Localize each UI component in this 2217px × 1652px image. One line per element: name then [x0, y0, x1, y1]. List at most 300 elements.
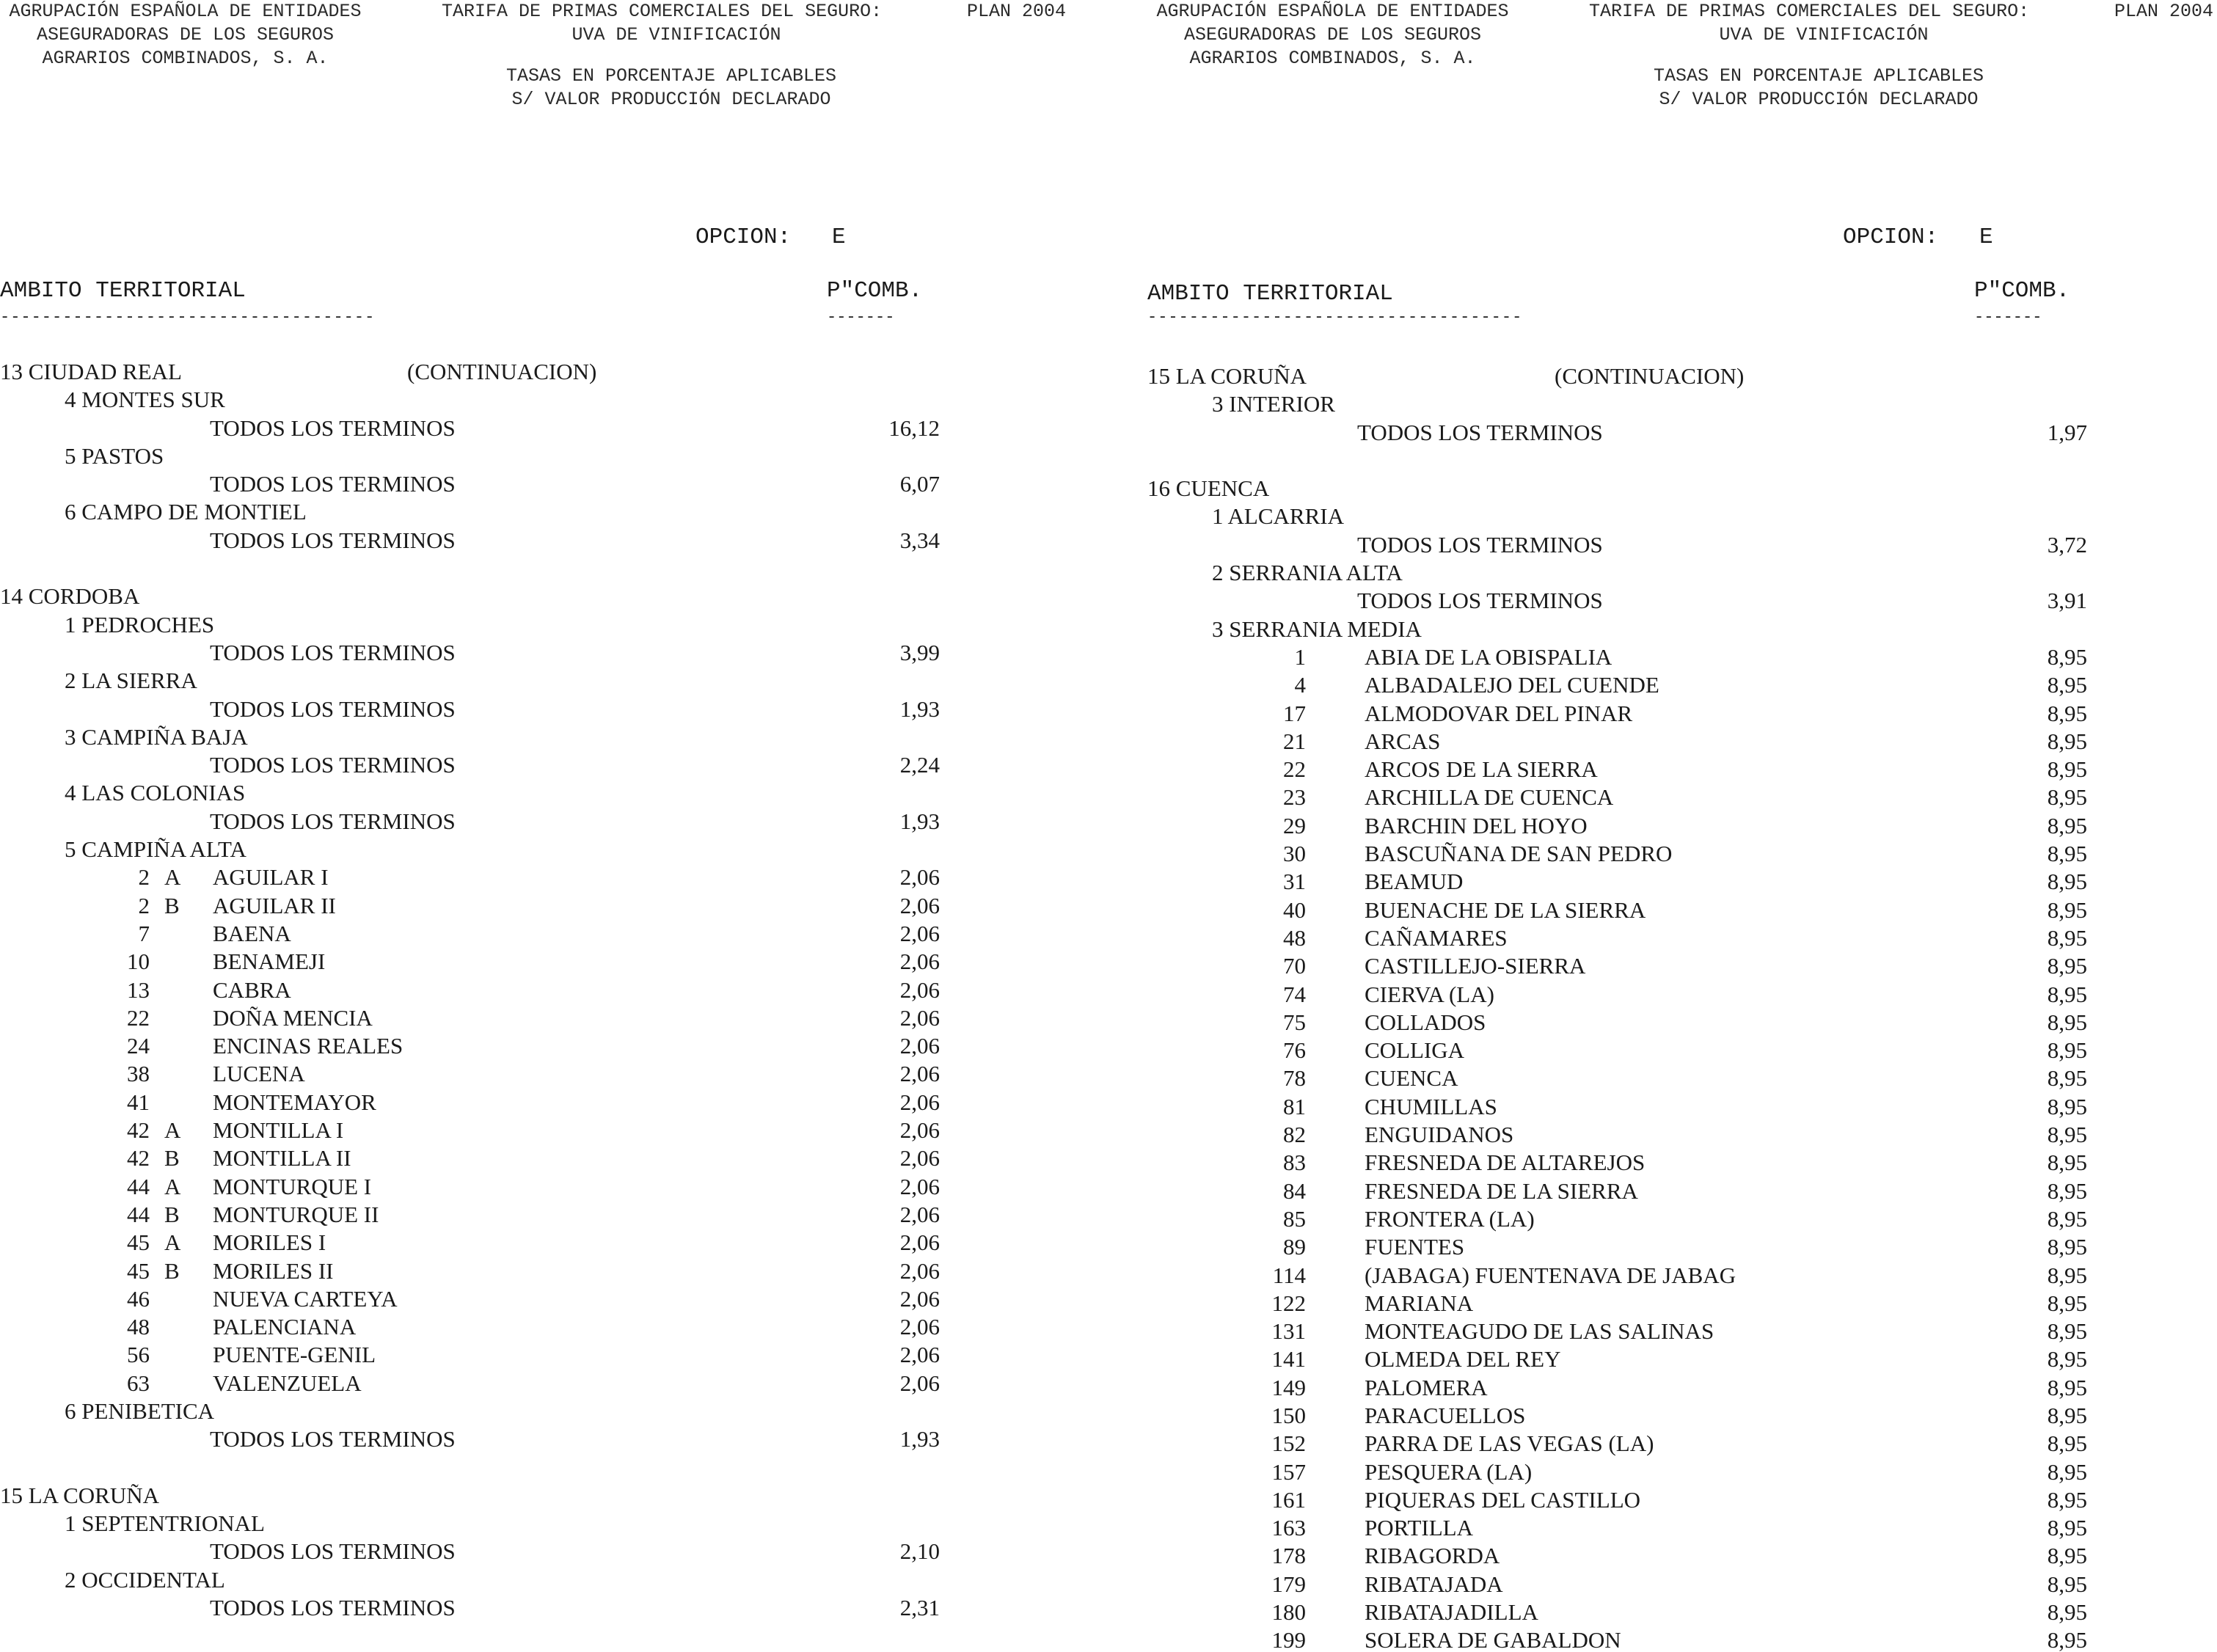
- continuation-label: (CONTINUACION): [1555, 363, 1745, 389]
- municipality-name: ARCOS DE LA SIERRA: [1365, 756, 1598, 783]
- todos-row: [0, 1594, 1108, 1622]
- todos-row: [0, 414, 1108, 442]
- municipality-code: 13: [127, 976, 150, 1003]
- tasas-line-2: S/ VALOR PRODUCCIÓN DECLARADO: [1659, 89, 1979, 110]
- municipality-name: BASCUÑANA DE SAN PEDRO: [1365, 841, 1673, 867]
- municipality-name: MONTURQUE II: [213, 1201, 379, 1227]
- table-row: [1147, 1430, 2217, 1458]
- municipality-code: 2: [138, 892, 150, 918]
- tarifa-line-1: TARIFA DE PRIMAS COMERCIALES DEL SEGURO:: [1589, 1, 2030, 22]
- municipality-name: COLLADOS: [1365, 1009, 1486, 1035]
- municipality-code: 29: [1283, 812, 1306, 838]
- municipality-code: 70: [1283, 953, 1306, 979]
- ambito-underline: ------------------------------------: [0, 308, 376, 326]
- todos-label: TODOS LOS TERMINOS: [1357, 531, 1603, 558]
- right-table-body: [1147, 362, 2217, 1652]
- table-row: [1147, 840, 2217, 868]
- table-row: [0, 863, 1108, 891]
- table-row: [0, 1313, 1108, 1341]
- municipality-name: LUCENA: [213, 1061, 305, 1087]
- comarca-row: [0, 1566, 1108, 1594]
- pcomb-value: 2,06: [899, 864, 940, 891]
- pcomb-value: 2,06: [899, 1117, 940, 1144]
- municipality-suffix: B: [164, 892, 180, 918]
- right-page: [1147, 0, 2217, 1652]
- municipality-code: 30: [1283, 841, 1306, 867]
- org-header: [1147, 0, 1518, 70]
- pcomb-value: 8,95: [2047, 896, 2087, 923]
- municipality-code: 114: [1272, 1262, 1306, 1288]
- province-name: 13 CIUDAD REAL: [0, 359, 182, 384]
- municipality-code: 42: [127, 1145, 150, 1172]
- table-row: [1147, 896, 2217, 924]
- municipality-code: 1: [1294, 643, 1306, 670]
- pcomb-underline: -------: [1974, 308, 2042, 326]
- municipality-code: 131: [1271, 1318, 1306, 1345]
- municipality-code: 161: [1271, 1486, 1306, 1513]
- table-row: [1147, 1402, 2217, 1430]
- table-row: [1147, 868, 2217, 896]
- blank-row: [0, 1454, 1108, 1482]
- pcomb-value: 8,95: [2047, 1627, 2087, 1652]
- municipality-code: 149: [1271, 1374, 1306, 1400]
- pcomb-value: 8,95: [2047, 1177, 2087, 1204]
- tasas-line-2: S/ VALOR PRODUCCIÓN DECLARADO: [511, 89, 831, 110]
- todos-label: TODOS LOS TERMINOS: [210, 1595, 456, 1621]
- municipality-name: PALENCIANA: [213, 1314, 357, 1340]
- municipality-name: AGUILAR I: [213, 864, 329, 891]
- municipality-name: PIQUERAS DEL CASTILLO: [1365, 1486, 1641, 1513]
- pcomb-value: 2,31: [899, 1595, 940, 1621]
- municipality-code: 179: [1271, 1571, 1306, 1597]
- municipality-name: FRESNEDA DE ALTAREJOS: [1365, 1150, 1646, 1176]
- table-row: [1147, 981, 2217, 1009]
- province-name: 14 CORDOBA: [0, 583, 140, 610]
- opcion-label: OPCION:: [1843, 224, 1939, 250]
- municipality-name: CASTILLEJO-SIERRA: [1365, 953, 1586, 979]
- comarca-row: [0, 611, 1108, 639]
- municipality-suffix: A: [164, 864, 181, 891]
- municipality-name: CUENCA: [1365, 1065, 1458, 1092]
- table-row: [1147, 1542, 2217, 1570]
- municipality-code: 41: [127, 1089, 150, 1115]
- todos-label: TODOS LOS TERMINOS: [210, 639, 456, 665]
- pcomb-value: 8,95: [2047, 700, 2087, 726]
- col-ambito-header: AMBITO TERRITORIAL: [0, 278, 246, 304]
- municipality-code: 180: [1271, 1599, 1306, 1626]
- municipality-name: CHUMILLAS: [1365, 1093, 1497, 1119]
- opcion-line: [695, 224, 846, 252]
- table-row: [1147, 1290, 2217, 1317]
- municipality-code: 81: [1283, 1093, 1306, 1119]
- pcomb-value: 8,95: [2047, 1458, 2087, 1485]
- tarifa-line-2: UVA DE VINIFICACIÓN: [571, 24, 781, 45]
- comarca-row: [1147, 390, 2217, 418]
- pcomb-value: 2,06: [899, 1257, 940, 1284]
- tarifa-header: [442, 0, 911, 47]
- pcomb-value: 2,06: [899, 1342, 940, 1368]
- municipality-code: 40: [1283, 896, 1306, 923]
- todos-label: TODOS LOS TERMINOS: [210, 808, 456, 834]
- todos-label: TODOS LOS TERMINOS: [1357, 588, 1603, 614]
- pcomb-value: 2,24: [899, 752, 940, 778]
- comarca-name: 1 ALCARRIA: [1212, 503, 1344, 530]
- pcomb-value: 2,06: [899, 1033, 940, 1059]
- municipality-name: MONTILLA II: [213, 1145, 351, 1172]
- table-row: [1147, 1571, 2217, 1598]
- pcomb-value: 2,06: [899, 1314, 940, 1340]
- col-pcomb-header: P"COMB.: [827, 278, 923, 304]
- municipality-code: 10: [127, 949, 150, 975]
- table-row: [1147, 924, 2217, 952]
- municipality-name: RIBATAJADA: [1365, 1571, 1503, 1597]
- pcomb-value: 8,95: [2047, 1402, 2087, 1428]
- pcomb-value: 8,95: [2047, 841, 2087, 867]
- municipality-name: MONTEAGUDO DE LAS SALINAS: [1365, 1318, 1714, 1345]
- municipality-name: VALENZUELA: [213, 1370, 362, 1396]
- pcomb-value: 2,06: [899, 1285, 940, 1312]
- municipality-code: 78: [1283, 1065, 1306, 1092]
- municipality-name: PALOMERA: [1365, 1374, 1488, 1400]
- table-row: [0, 1032, 1108, 1060]
- todos-row: [0, 470, 1108, 498]
- municipality-name: PUENTE-GENIL: [213, 1342, 376, 1368]
- pcomb-value: 2,06: [899, 1145, 940, 1172]
- municipality-code: 152: [1271, 1430, 1306, 1457]
- tasas-line-1: TASAS EN PORCENTAJE APLICABLES: [505, 65, 837, 87]
- table-row: [1147, 643, 2217, 671]
- comarca-name: 3 CAMPIÑA BAJA: [65, 723, 248, 750]
- comarca-row: [1147, 502, 2217, 530]
- pcomb-value: 8,95: [2047, 812, 2087, 838]
- municipality-code: 38: [127, 1061, 150, 1087]
- pcomb-value: 8,95: [2047, 869, 2087, 895]
- municipality-code: 56: [127, 1342, 150, 1368]
- municipality-code: 76: [1283, 1037, 1306, 1064]
- municipality-code: 7: [138, 920, 150, 946]
- municipality-name: CABRA: [213, 976, 291, 1003]
- table-row: [1147, 1205, 2217, 1233]
- table-row: [0, 920, 1108, 948]
- tarifa-line-2: UVA DE VINIFICACIÓN: [1719, 24, 1929, 45]
- table-row: [1147, 1626, 2217, 1652]
- municipality-name: ALMODOVAR DEL PINAR: [1365, 700, 1633, 726]
- table-row: [1147, 700, 2217, 728]
- todos-label: TODOS LOS TERMINOS: [210, 1538, 456, 1565]
- municipality-code: 85: [1283, 1205, 1306, 1232]
- pcomb-value: 3,99: [899, 639, 940, 665]
- table-row: [1147, 1486, 2217, 1514]
- table-row: [1147, 1514, 2217, 1542]
- opcion-line: [1843, 224, 1993, 252]
- pcomb-value: 2,06: [899, 976, 940, 1003]
- table-row: [1147, 952, 2217, 980]
- todos-row: [0, 527, 1108, 555]
- municipality-name: BAENA: [213, 920, 291, 946]
- municipality-name: PESQUERA (LA): [1365, 1458, 1533, 1485]
- pcomb-value: 2,06: [899, 1089, 940, 1115]
- municipality-name: SOLERA DE GABALDON: [1365, 1627, 1621, 1652]
- municipality-code: 21: [1283, 728, 1306, 754]
- municipality-code: 199: [1271, 1627, 1306, 1652]
- pcomb-value: 16,12: [888, 414, 940, 441]
- municipality-name: MONTEMAYOR: [213, 1089, 376, 1115]
- comarca-row: [0, 779, 1108, 807]
- municipality-code: 23: [1283, 784, 1306, 811]
- municipality-code: 178: [1271, 1543, 1306, 1569]
- comarca-row: [0, 442, 1108, 470]
- comarca-name: 1 PEDROCHES: [65, 611, 215, 637]
- municipality-name: ENCINAS REALES: [213, 1033, 403, 1059]
- table-row: [1147, 783, 2217, 811]
- pcomb-value: 2,06: [899, 920, 940, 946]
- municipality-name: ARCAS: [1365, 728, 1441, 754]
- org-line-2: ASEGURADORAS DE LOS SEGUROS: [36, 24, 335, 45]
- plan-label: PLAN 2004: [2114, 1, 2214, 22]
- table-row: [1147, 756, 2217, 783]
- todos-label: TODOS LOS TERMINOS: [1357, 419, 1603, 445]
- table-row: [1147, 1121, 2217, 1149]
- municipality-code: 141: [1271, 1346, 1306, 1373]
- municipality-code: 82: [1283, 1122, 1306, 1148]
- table-row: [0, 976, 1108, 1004]
- table-row: [1147, 1458, 2217, 1486]
- municipality-code: 4: [1294, 672, 1306, 698]
- comarca-name: 1 SEPTENTRIONAL: [65, 1510, 265, 1537]
- table-row: [0, 1229, 1108, 1257]
- comarca-name: 5 CAMPIÑA ALTA: [65, 836, 246, 863]
- pcomb-value: 8,95: [2047, 1290, 2087, 1316]
- pcomb-value: 8,95: [2047, 672, 2087, 698]
- pcomb-value: 6,07: [899, 471, 940, 497]
- municipality-name: PORTILLA: [1365, 1515, 1473, 1541]
- municipality-name: ALBADALEJO DEL CUENDE: [1365, 672, 1659, 698]
- pcomb-value: 8,95: [2047, 953, 2087, 979]
- comarca-row: [0, 498, 1108, 526]
- pcomb-value: 1,93: [899, 695, 940, 722]
- province-name: 16 CUENCA: [1147, 475, 1270, 502]
- prov-row: [1147, 362, 2217, 390]
- municipality-code: 74: [1283, 981, 1306, 1007]
- prov-row: [1147, 475, 2217, 502]
- municipality-suffix: A: [164, 1229, 181, 1256]
- table-row: [1147, 1374, 2217, 1402]
- municipality-name: PARRA DE LAS VEGAS (LA): [1365, 1430, 1654, 1457]
- municipality-code: 75: [1283, 1009, 1306, 1035]
- table-row: [1147, 1149, 2217, 1177]
- tasas-header: [1628, 65, 2009, 112]
- todos-label: TODOS LOS TERMINOS: [210, 471, 456, 497]
- municipality-code: 22: [1283, 756, 1306, 783]
- comarca-row: [0, 723, 1108, 751]
- opcion-label: OPCION:: [695, 224, 792, 250]
- org-line-1: AGRUPACIÓN ESPAÑOLA DE ENTIDADES: [1156, 1, 1509, 22]
- municipality-code: 89: [1283, 1234, 1306, 1260]
- municipality-name: ENGUIDANOS: [1365, 1122, 1514, 1148]
- table-row: [0, 948, 1108, 976]
- table-row: [0, 892, 1108, 920]
- comarca-name: 6 PENIBETICA: [65, 1397, 215, 1424]
- comarca-row: [0, 1397, 1108, 1425]
- pcomb-value: 2,06: [899, 1173, 940, 1199]
- plan-label: PLAN 2004: [967, 1, 1067, 22]
- todos-row: [0, 751, 1108, 779]
- todos-row: [0, 1538, 1108, 1565]
- todos-row: [0, 1425, 1108, 1453]
- pcomb-value: 8,95: [2047, 1374, 2087, 1400]
- municipality-code: 2: [138, 864, 150, 891]
- municipality-suffix: B: [164, 1145, 180, 1172]
- comarca-name: 2 LA SIERRA: [65, 668, 197, 694]
- comarca-name: 6 CAMPO DE MONTIEL: [65, 499, 307, 525]
- municipality-name: CIERVA (LA): [1365, 981, 1494, 1007]
- municipality-code: 163: [1271, 1515, 1306, 1541]
- pcomb-value: 8,95: [2047, 924, 2087, 951]
- pcomb-value: 8,95: [2047, 1122, 2087, 1148]
- table-row: [0, 1144, 1108, 1172]
- pcomb-value: 8,95: [2047, 1205, 2087, 1232]
- municipality-code: 83: [1283, 1150, 1306, 1176]
- tarifa-header: [1589, 0, 2059, 47]
- left-page: [0, 0, 1108, 1652]
- municipality-code: 157: [1271, 1458, 1306, 1485]
- municipality-name: (JABAGA) FUENTENAVA DE JABAG: [1365, 1262, 1736, 1288]
- todos-label: TODOS LOS TERMINOS: [210, 527, 456, 553]
- pcomb-value: 1,93: [899, 808, 940, 834]
- pcomb-value: 8,95: [2047, 1571, 2087, 1597]
- municipality-name: ARCHILLA DE CUENCA: [1365, 784, 1614, 811]
- pcomb-value: 8,95: [2047, 1515, 2087, 1541]
- comarca-name: 2 SERRANIA ALTA: [1212, 560, 1403, 586]
- org-header: [0, 0, 370, 70]
- pcomb-value: 2,06: [899, 1061, 940, 1087]
- table-row: [1147, 1093, 2217, 1121]
- municipality-name: BARCHIN DEL HOYO: [1365, 812, 1588, 838]
- pcomb-value: 1,93: [899, 1426, 940, 1452]
- table-row: [0, 1089, 1108, 1116]
- province-name: 15 LA CORUÑA: [0, 1482, 160, 1508]
- prov-row: [0, 582, 1108, 610]
- pcomb-value: 8,95: [2047, 1430, 2087, 1457]
- table-row: [1147, 1064, 2217, 1092]
- municipality-name: PARACUELLOS: [1365, 1402, 1526, 1428]
- municipality-name: CAÑAMARES: [1365, 924, 1508, 951]
- municipality-code: 22: [127, 1004, 150, 1031]
- continuation-label: (CONTINUACION): [407, 359, 597, 384]
- pcomb-value: 3,72: [2047, 531, 2087, 558]
- municipality-name: BEAMUD: [1365, 869, 1464, 895]
- municipality-code: 45: [127, 1229, 150, 1256]
- pcomb-value: 2,06: [899, 1370, 940, 1396]
- col-pcomb-header: P"COMB.: [1974, 278, 2070, 304]
- municipality-name: BENAMEJI: [213, 949, 326, 975]
- pcomb-value: 8,95: [2047, 1262, 2087, 1288]
- pcomb-value: 2,06: [899, 1004, 940, 1031]
- municipality-code: 122: [1271, 1290, 1306, 1316]
- pcomb-value: 8,95: [2047, 981, 2087, 1007]
- municipality-suffix: A: [164, 1117, 181, 1144]
- todos-label: TODOS LOS TERMINOS: [210, 414, 456, 441]
- comarca-name: 5 PASTOS: [65, 442, 164, 469]
- municipality-code: 31: [1283, 869, 1306, 895]
- municipality-suffix: B: [164, 1257, 180, 1284]
- table-row: [1147, 1598, 2217, 1626]
- todos-label: TODOS LOS TERMINOS: [210, 695, 456, 722]
- table-row: [1147, 1317, 2217, 1345]
- todos-row: [1147, 531, 2217, 559]
- pcomb-value: 8,95: [2047, 1486, 2087, 1513]
- municipality-name: COLLIGA: [1365, 1037, 1465, 1064]
- pcomb-value: 8,95: [2047, 1234, 2087, 1260]
- municipality-code: 46: [127, 1285, 150, 1312]
- pcomb-underline: -------: [827, 308, 895, 326]
- table-row: [1147, 812, 2217, 840]
- pcomb-value: 2,06: [899, 892, 940, 918]
- pcomb-value: 1,97: [2047, 419, 2087, 445]
- comarca-row: [0, 386, 1108, 414]
- org-line-1: AGRUPACIÓN ESPAÑOLA DE ENTIDADES: [9, 1, 362, 22]
- municipality-name: MONTURQUE I: [213, 1173, 372, 1199]
- municipality-name: AGUILAR II: [213, 892, 336, 918]
- todos-row: [0, 695, 1108, 723]
- table-row: [0, 1004, 1108, 1032]
- municipality-name: ABIA DE LA OBISPALIA: [1365, 643, 1612, 670]
- municipality-code: 42: [127, 1117, 150, 1144]
- municipality-suffix: A: [164, 1173, 181, 1199]
- comarca-name: 4 MONTES SUR: [65, 387, 225, 413]
- table-row: [1147, 1177, 2217, 1205]
- municipality-code: 24: [127, 1033, 150, 1059]
- municipality-suffix: B: [164, 1201, 180, 1227]
- table-row: [0, 1285, 1108, 1313]
- opcion-value: E: [1979, 224, 1993, 250]
- municipality-name: RIBAGORDA: [1365, 1543, 1500, 1569]
- pcomb-value: 8,95: [2047, 643, 2087, 670]
- todos-row: [0, 808, 1108, 836]
- municipality-code: 63: [127, 1370, 150, 1396]
- table-row: [0, 1060, 1108, 1088]
- todos-row: [0, 639, 1108, 667]
- pcomb-value: 8,95: [2047, 1318, 2087, 1345]
- table-row: [0, 1341, 1108, 1369]
- municipality-name: MORILES I: [213, 1229, 326, 1256]
- pcomb-value: 8,95: [2047, 1037, 2087, 1064]
- col-ambito-header: AMBITO TERRITORIAL: [1147, 281, 1393, 307]
- municipality-code: 44: [127, 1173, 150, 1199]
- org-line-3: AGRARIOS COMBINADOS, S. A.: [42, 48, 329, 69]
- todos-label: TODOS LOS TERMINOS: [210, 752, 456, 778]
- pcomb-value: 2,06: [899, 1201, 940, 1227]
- table-row: [1147, 1009, 2217, 1037]
- municipality-code: 17: [1283, 700, 1306, 726]
- table-row: [1147, 728, 2217, 756]
- table-row: [0, 1257, 1108, 1285]
- ambito-underline: ------------------------------------: [1147, 308, 1523, 326]
- blank-row: [1147, 447, 2217, 475]
- pcomb-value: 2,06: [899, 949, 940, 975]
- municipality-name: MORILES II: [213, 1257, 334, 1284]
- municipality-code: 44: [127, 1201, 150, 1227]
- municipality-name: OLMEDA DEL REY: [1365, 1346, 1561, 1373]
- municipality-code: 84: [1283, 1177, 1306, 1204]
- comarca-row: [0, 1510, 1108, 1538]
- pcomb-value: 8,95: [2047, 1009, 2087, 1035]
- table-row: [1147, 671, 2217, 699]
- pcomb-value: 8,95: [2047, 1346, 2087, 1373]
- comarca-name: 3 INTERIOR: [1212, 391, 1335, 417]
- table-row: [1147, 1037, 2217, 1064]
- comarca-row: [0, 667, 1108, 695]
